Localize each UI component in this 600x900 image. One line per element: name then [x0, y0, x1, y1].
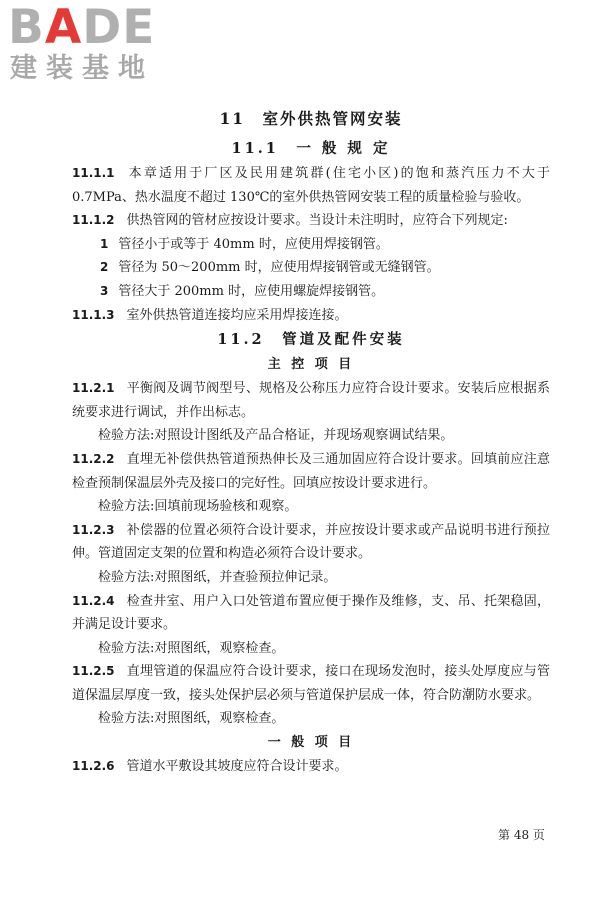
- clause-11-2-5: 11.2.5 直埋管道的保温应符合设计要求，接口在现场发泡时，接头处厚度应与管道保温层厚度一致，接头处保护层必须与管道保护层成一体，符合防潮防水要求。: [72, 664, 550, 703]
- inspection-method: 检验方法:对照图纸，观察检查。: [98, 711, 285, 727]
- general-items-heading: 一 般 项 目: [267, 735, 355, 751]
- bade-logo: [8, 0, 178, 90]
- inspection-method: 检验方法:对照图纸，并查验预拉伸记录。: [98, 569, 337, 585]
- chapter-title: 11 室外供热管网安装: [219, 109, 403, 128]
- main-control-items-heading: 主 控 项 目: [267, 357, 355, 373]
- clause-11-1-1: 11.1.1 本章适用于厂区及民用建筑群(住宅小区)的饱和蒸汽压力不大于 0.7MPa、热水温度不超过 130℃的室外供热管网安装工程的质量检验与验收。: [72, 166, 550, 205]
- logo-wordmark: BADE: [8, 0, 156, 55]
- section-title-11-1: 11.1 一 般 规 定: [231, 140, 391, 157]
- inspection-method: 检验方法:回填前现场验核和观察。: [98, 499, 298, 515]
- clause-11-2-6: 11.2.6 管道水平敷设其坡度应符合设计要求。: [72, 759, 348, 775]
- clause-11-2-3: 11.2.3 补偿器的位置必须符合设计要求，并应按设计要求或产品说明书进行预拉伸。管道固定支架的位置和构造必须符合设计要求。: [72, 522, 550, 562]
- clause-11-1-3: 11.1.3 室外供热管道连接均应采用焊接连接。: [72, 307, 348, 323]
- inspection-method: 检验方法:对照设计图纸及产品合格证，并现场观察调试结果。: [98, 428, 454, 444]
- document-body: [72, 106, 550, 779]
- clause-11-1-2: 11.1.2 供热管网的管材应按设计要求。当设计未注明时，应符合下列规定:: [72, 213, 508, 229]
- clause-11-2-4: 11.2.4 检查井室、用户入口处管道布置应便于操作及维修，支、吊、托架稳固，并满足设计要求。: [72, 593, 550, 633]
- logo-subtitle: 建装基地: [10, 53, 154, 84]
- section-title-11-2: 11.2 管道及配件安装: [217, 331, 405, 349]
- clause-11-2-1: 11.2.1 平衡阀及调节阀型号、规格及公称压力应符合设计要求。安装后应根据系统要求进行调试，并作出标志。: [72, 381, 550, 420]
- list-item: 3 管径大于 200mm 时，应使用螺旋焊接钢管。: [100, 283, 385, 299]
- clause-11-2-2: 11.2.2 直埋无补偿供热管道预热伸长及三通加固应符合设计要求。回填前应注意检查预制保温层外壳及接口的完好性。回填应按设计要求进行。: [72, 451, 550, 491]
- inspection-method: 检验方法:对照图纸，观察检查。: [98, 640, 285, 656]
- list-item: 2 管径为 50～200mm 时，应使用焊接钢管或无缝钢管。: [100, 260, 440, 276]
- list-item: 1 管径小于或等于 40mm 时，应使用焊接钢管。: [100, 236, 389, 252]
- page-number: 第 48 页: [498, 828, 545, 842]
